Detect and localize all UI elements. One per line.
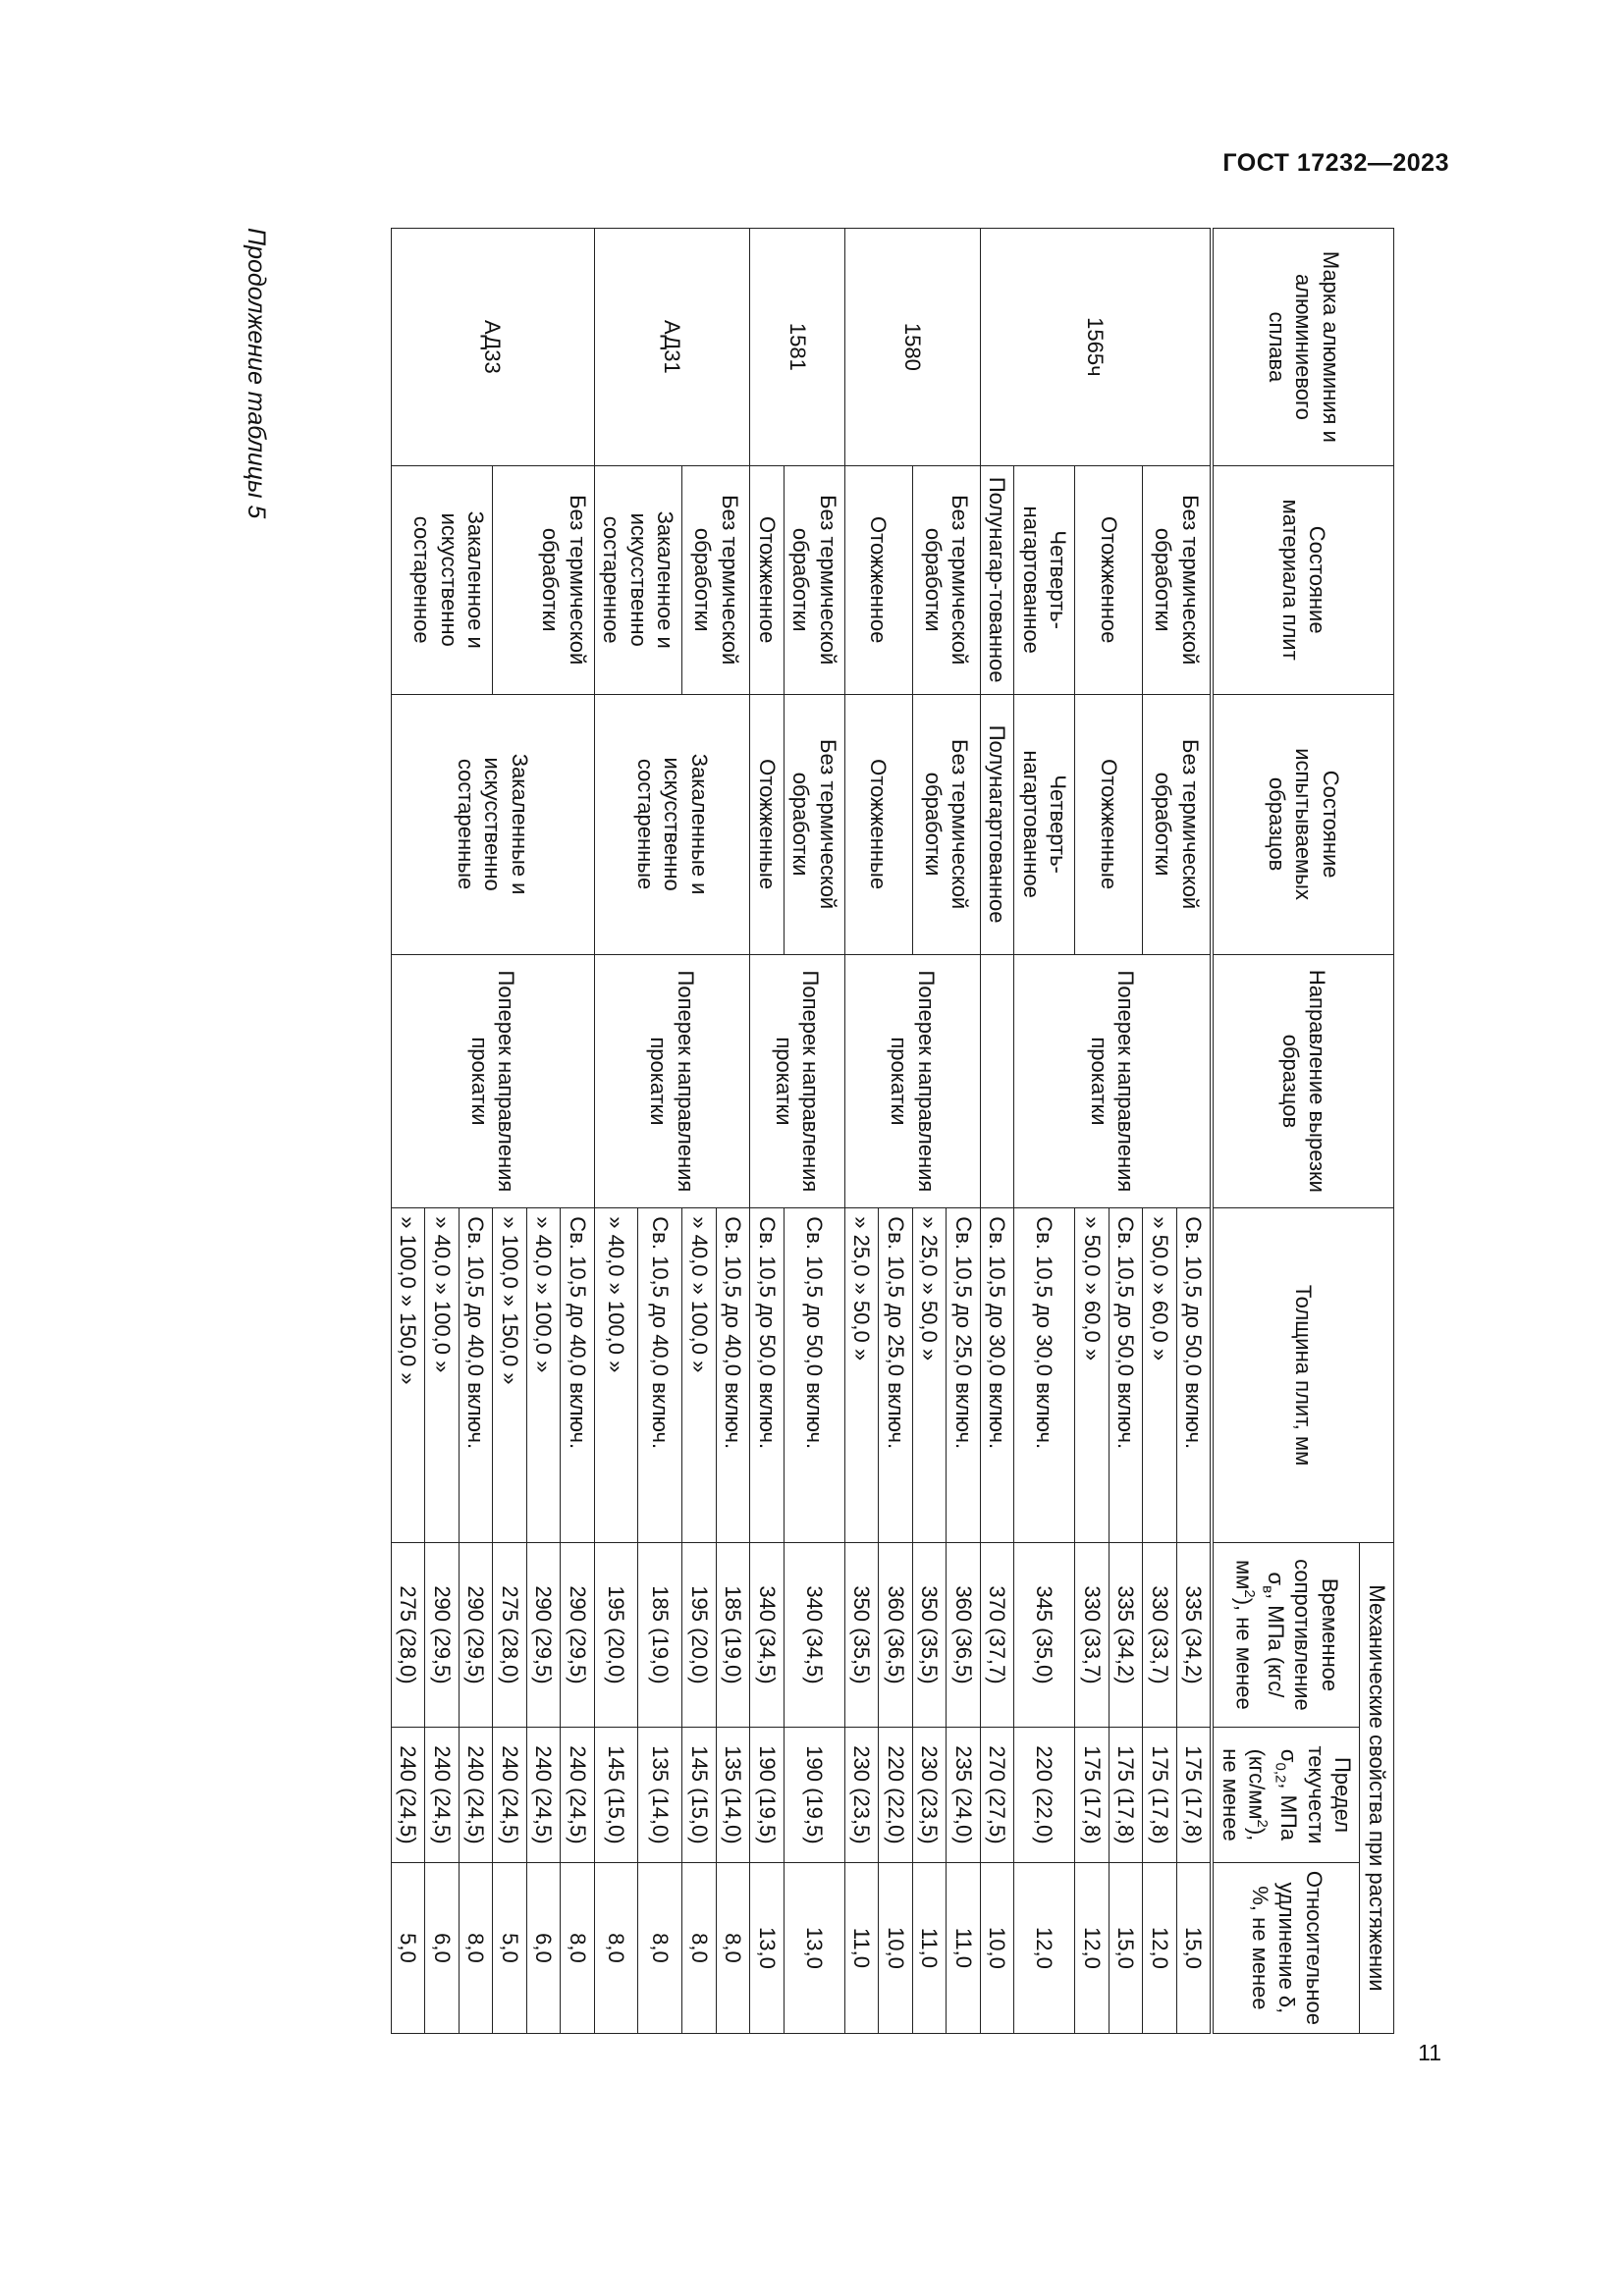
plate-state-cell: Отожженное [844,465,912,694]
tensile-cell: 195 (20,0) [682,1542,717,1727]
elongation-cell: 11,0 [844,1862,879,2033]
direction-cell: Поперек направления прокатки [750,954,845,1208]
elongation-cell: 8,0 [716,1862,750,2033]
thickness-cell: » 100,0 » 150,0 » [493,1208,527,1543]
thickness-cell: Св. 10,5 до 40,0 включ. [561,1208,595,1543]
table-row [947,229,981,2034]
thickness-cell: Св. 10,5 до 40,0 включ. [716,1208,750,1543]
thickness-cell: » 25,0 » 50,0 » [912,1208,947,1543]
direction-cell: Поперек направления прокатки [844,954,980,1208]
yield-cell: 190 (19,5) [750,1728,785,1863]
sample-state-cell: Отожженные [750,694,785,954]
elongation-cell: 15,0 [1109,1862,1143,2033]
tensile-cell: 185 (19,0) [638,1542,682,1727]
table-continuation-label: Продолжение таблицы 5 [243,228,270,519]
elongation-cell: 10,0 [980,1862,1014,2033]
grade-cell: 1565ч [980,229,1212,466]
elongation-cell: 15,0 [1176,1862,1212,2033]
thickness-cell: » 40,0 » 100,0 » [682,1208,717,1543]
yield-cell: 135 (14,0) [638,1728,682,1863]
direction-cell [980,954,1014,1208]
yield-cell: 235 (24,0) [947,1728,981,1863]
sample-state-cell: Полунагартованное [980,694,1014,954]
yield-cell: 240 (24,5) [493,1728,527,1863]
col-mechanical-group-header: Механические свойства при растяжении [1360,1542,1394,2033]
plate-state-cell: Закаленное и искусственно состаренное [391,465,493,694]
yield-cell: 240 (24,5) [425,1728,460,1863]
plate-state-cell: Отожженное [750,465,785,694]
thickness-cell: Св. 10,5 до 50,0 включ. [1176,1208,1212,1543]
grade-cell: 1581 [750,229,845,466]
elongation-cell: 8,0 [594,1862,638,2033]
elongation-cell: 6,0 [425,1862,460,2033]
tensile-cell: 335 (34,2) [1176,1542,1212,1727]
tensile-cell: 340 (34,5) [750,1542,785,1727]
tensile-cell: 350 (35,5) [912,1542,947,1727]
plate-state-cell: Без термической обработки [784,465,844,694]
elongation-cell: 13,0 [750,1862,785,2033]
plate-state-cell: Полунагар-тованное [980,465,1014,694]
tensile-cell: 275 (28,0) [391,1542,425,1727]
thickness-cell: » 40,0 » 100,0 » [425,1208,460,1543]
yield-cell: 145 (15,0) [594,1728,638,1863]
tensile-cell: 185 (19,0) [716,1542,750,1727]
table-row [1176,229,1212,2034]
thickness-cell: » 50,0 » 60,0 » [1143,1208,1177,1543]
elongation-cell: 6,0 [526,1862,561,2033]
tensile-cell: 290 (29,5) [459,1542,493,1727]
tensile-cell: 330 (33,7) [1075,1542,1110,1727]
col-tensile-header: Временное сопротивление $\sigma_в$, МПа $(кгс/мм^2)$, не менее [1212,1542,1360,1727]
sample-state-cell: Отожженные [844,694,912,954]
thickness-cell: Св. 10,5 до 50,0 включ. [750,1208,785,1543]
yield-cell: 175 (17,8) [1176,1728,1212,1863]
document-code: ГОСТ 17232—2023 [1222,149,1449,177]
yield-cell: 240 (24,5) [526,1728,561,1863]
table-row [784,229,844,2034]
elongation-cell: 8,0 [682,1862,717,2033]
sample-state-cell: Отожженные [1075,694,1143,954]
yield-cell: 175 (17,8) [1075,1728,1110,1863]
thickness-cell: Св. 10,5 до 40,0 включ. [459,1208,493,1543]
mechanical-properties-table [391,228,1394,2034]
plate-state-cell: Без термической обработки [1143,465,1213,694]
plate-state-cell: Без термической обработки [912,465,980,694]
tensile-cell: 195 (20,0) [594,1542,638,1727]
col-grade-header: Марка алюминия и алюминиевого сплава [1212,229,1393,466]
elongation-cell: 12,0 [1075,1862,1110,2033]
col-direction-header: Направление вырезки образцов [1212,954,1393,1208]
yield-cell: 230 (23,5) [912,1728,947,1863]
plate-state-cell: Четверть-нагартованное [1014,465,1075,694]
elongation-cell: 11,0 [947,1862,981,2033]
sample-state-cell: Закаленные и искусственно состаренные [391,694,594,954]
elongation-cell: 10,0 [879,1862,913,2033]
sample-state-cell: Закаленные и искусственно состаренные [594,694,750,954]
yield-cell: 240 (24,5) [391,1728,425,1863]
yield-cell: 220 (22,0) [879,1728,913,1863]
plate-state-cell: Закаленное и искусственно состаренное [594,465,682,694]
elongation-cell: 8,0 [638,1862,682,2033]
elongation-cell: 5,0 [391,1862,425,2033]
tensile-cell: 290 (29,5) [425,1542,460,1727]
yield-cell: 190 (19,5) [784,1728,844,1863]
table-row [561,229,595,2034]
tensile-cell: 290 (29,5) [561,1542,595,1727]
tensile-cell: 360 (36,5) [947,1542,981,1727]
elongation-cell: 5,0 [493,1862,527,2033]
thickness-cell: » 50,0 » 60,0 » [1075,1208,1110,1543]
tensile-cell: 360 (36,5) [879,1542,913,1727]
tensile-cell: 335 (34,2) [1109,1542,1143,1727]
thickness-cell: Св. 10,5 до 40,0 включ. [638,1208,682,1543]
tensile-cell: 330 (33,7) [1143,1542,1177,1727]
sample-state-cell: Без термической обработки [784,694,844,954]
sample-state-cell: Без термической обработки [912,694,980,954]
col-sample-state-header: Состояние испытываемых образцов [1212,694,1393,954]
sample-state-cell: Без термической обработки [1143,694,1213,954]
col-thickness-header: Толщина плит, мм [1212,1208,1393,1543]
yield-cell: 240 (24,5) [561,1728,595,1863]
col-plate-state-header: Состояние материала плит [1212,465,1393,694]
yield-cell: 175 (17,8) [1143,1728,1177,1863]
grade-cell: 1580 [844,229,980,466]
col-yield-header: Предел текучести $\sigma_{0,2}$, МПа $(кгс/мм^2)$, не менее [1212,1728,1360,1863]
elongation-cell: 11,0 [912,1862,947,2033]
grade-cell: АД31 [594,229,750,466]
page-number: 11 [1418,2040,1441,2065]
rotated-table-area [236,228,1394,2034]
thickness-cell: Св. 10,5 до 50,0 включ. [1109,1208,1143,1543]
yield-cell: 135 (14,0) [716,1728,750,1863]
thickness-cell: » 40,0 » 100,0 » [594,1208,638,1543]
thickness-cell: » 25,0 » 50,0 » [844,1208,879,1543]
grade-cell: АД33 [391,229,594,466]
yield-cell: 230 (23,5) [844,1728,879,1863]
thickness-cell: Св. 10,5 до 30,0 включ. [1014,1208,1075,1543]
tensile-cell: 345 (35,0) [1014,1542,1075,1727]
tensile-cell: 370 (37,7) [980,1542,1014,1727]
yield-cell: 145 (15,0) [682,1728,717,1863]
direction-cell: Поперек направления прокатки [391,954,594,1208]
yield-cell: 175 (17,8) [1109,1728,1143,1863]
yield-cell: 220 (22,0) [1014,1728,1075,1863]
sample-state-cell: Четверть-нагартованное [1014,694,1075,954]
tensile-cell: 290 (29,5) [526,1542,561,1727]
plate-state-cell: Отожженное [1075,465,1143,694]
direction-cell: Поперек направления прокатки [1014,954,1213,1208]
table-row [716,229,750,2034]
thickness-cell: Св. 10,5 до 25,0 включ. [879,1208,913,1543]
yield-cell: 270 (27,5) [980,1728,1014,1863]
col-elongation-header: Относительное удлинение δ, %, не менее [1212,1862,1360,2033]
thickness-cell: Св. 10,5 до 25,0 включ. [947,1208,981,1543]
tensile-cell: 350 (35,5) [844,1542,879,1727]
elongation-cell: 12,0 [1143,1862,1177,2033]
elongation-cell: 13,0 [784,1862,844,2033]
direction-cell: Поперек направления прокатки [594,954,750,1208]
thickness-cell: Св. 10,5 до 50,0 включ. [784,1208,844,1543]
thickness-cell: » 100,0 » 150,0 » [391,1208,425,1543]
thickness-cell: » 40,0 » 100,0 » [526,1208,561,1543]
elongation-cell: 8,0 [561,1862,595,2033]
tensile-cell: 275 (28,0) [493,1542,527,1727]
plate-state-cell: Без термической обработки [493,465,595,694]
plate-state-cell: Без термической обработки [682,465,750,694]
elongation-cell: 8,0 [459,1862,493,2033]
yield-cell: 240 (24,5) [459,1728,493,1863]
thickness-cell: Св. 10,5 до 30,0 включ. [980,1208,1014,1543]
table-row [980,229,1014,2034]
tensile-cell: 340 (34,5) [784,1542,844,1727]
header-row [1360,229,1394,2034]
elongation-cell: 12,0 [1014,1862,1075,2033]
